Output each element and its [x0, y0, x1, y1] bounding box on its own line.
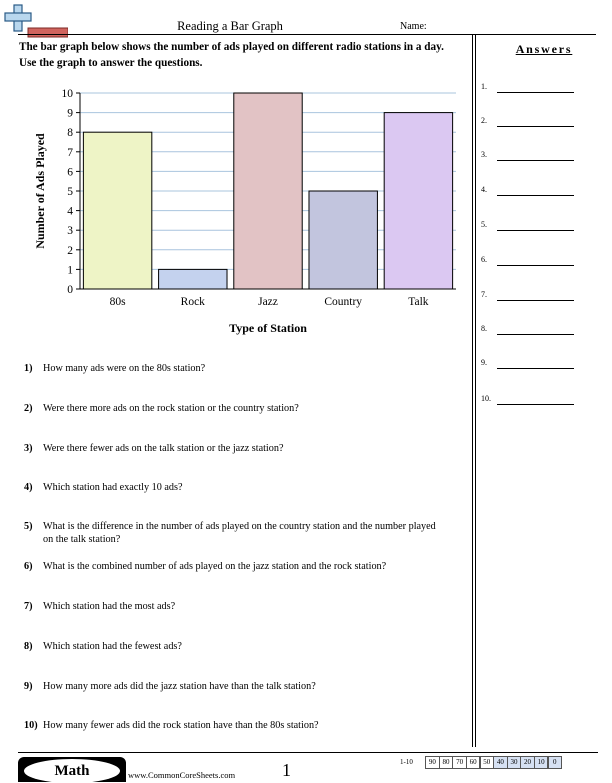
x-tick-label: Talk — [408, 296, 429, 308]
x-tick-label: 80s — [109, 296, 126, 308]
score-cell: 50 — [480, 756, 494, 769]
answer-number: 4. — [481, 185, 487, 194]
score-cell: 60 — [466, 756, 480, 769]
question-text: What is the combined number of ads played on the jazz station and the rock station? — [43, 561, 387, 572]
bar-rock — [159, 269, 227, 289]
x-tick-label: Jazz — [258, 296, 278, 308]
answer-column-divider-inner — [475, 35, 476, 747]
answer-blank[interactable] — [497, 195, 574, 196]
y-tick-label: 3 — [67, 225, 73, 238]
brand-badge — [18, 757, 126, 782]
answer-blank[interactable] — [497, 126, 574, 127]
question-number: 6) — [24, 561, 33, 572]
question-number: 4) — [24, 482, 33, 493]
answer-line[interactable] — [481, 358, 601, 372]
y-tick-label: 5 — [67, 186, 73, 198]
y-tick-label: 6 — [67, 166, 73, 179]
bar-talk — [384, 113, 452, 289]
answer-line[interactable] — [481, 394, 601, 408]
answer-number: 10. — [481, 394, 491, 403]
answer-line[interactable] — [481, 116, 601, 130]
header-rule — [18, 34, 596, 35]
instructions: The bar graph below shows the number of ads played on different radio stations in a day. Use the graph to answer the questions. — [19, 41, 444, 69]
score-cell: 80 — [439, 756, 453, 769]
answer-line[interactable] — [481, 290, 601, 304]
question-text: Which station had the most ads? — [43, 601, 176, 612]
answer-number: 1. — [481, 82, 487, 91]
answer-line[interactable] — [481, 324, 601, 338]
question-number: 5) — [24, 521, 33, 532]
question-number: 8) — [24, 641, 33, 652]
question-text: Which station had exactly 10 ads? — [43, 482, 183, 493]
question-number: 1) — [24, 363, 33, 374]
x-tick-label: Rock — [180, 296, 205, 308]
score-cell: 10 — [534, 756, 548, 769]
score-cell: 30 — [507, 756, 521, 769]
y-tick-label: 2 — [67, 244, 73, 257]
score-cell: 70 — [452, 756, 466, 769]
bar-chart — [18, 82, 468, 344]
y-tick-label: 1 — [67, 264, 73, 277]
website-url: www.CommonCoreSheets.com — [128, 770, 236, 780]
answer-number: 7. — [481, 290, 487, 299]
bar-country — [309, 191, 377, 289]
y-tick-label: 10 — [61, 88, 73, 100]
answer-number: 8. — [481, 324, 487, 333]
y-tick-label: 4 — [67, 205, 73, 218]
answer-number: 9. — [481, 358, 487, 367]
answer-number: 3. — [481, 150, 487, 159]
score-cell: 0 — [548, 756, 562, 769]
x-axis-title: Type of Station — [229, 321, 307, 335]
bar-80s — [83, 132, 151, 289]
score-cell: 20 — [520, 756, 534, 769]
question-number: 7) — [24, 601, 33, 612]
answer-blank[interactable] — [497, 404, 574, 405]
answer-blank[interactable] — [497, 265, 574, 266]
question-number: 10) — [24, 720, 38, 731]
answer-blank[interactable] — [497, 160, 574, 161]
answer-number: 5. — [481, 220, 487, 229]
answer-line[interactable] — [481, 185, 601, 199]
question-number: 2) — [24, 403, 33, 414]
y-tick-label: 8 — [67, 127, 73, 140]
answer-line[interactable] — [481, 150, 601, 164]
question-text: Were there more ads on the rock station or the country station? — [43, 403, 299, 414]
answer-number: 2. — [481, 116, 487, 125]
name-label: Name: — [400, 21, 427, 32]
score-table — [400, 756, 562, 768]
answers-title: Answers — [515, 42, 573, 56]
question-number: 9) — [24, 681, 33, 692]
score-range: 1-10 — [400, 758, 413, 766]
answer-blank[interactable] — [497, 92, 574, 93]
answer-line[interactable] — [481, 220, 601, 234]
y-tick-label: 7 — [67, 146, 73, 159]
question-text: How many ads were on the 80s station? — [43, 363, 206, 374]
page-title: Reading a Bar Graph — [177, 19, 283, 33]
question-number: 3) — [24, 443, 33, 454]
y-tick-label: 0 — [67, 284, 73, 296]
answer-line[interactable] — [481, 255, 601, 269]
answer-blank[interactable] — [497, 334, 574, 335]
score-cell: 90 — [425, 756, 439, 769]
question-text: What is the difference in the number of ads played on the country station and the number played on the talk station? — [43, 521, 436, 545]
footer-rule — [18, 752, 598, 753]
answer-blank[interactable] — [497, 368, 574, 369]
answer-blank[interactable] — [497, 300, 574, 301]
brand-label: Math — [24, 759, 120, 783]
question-text: Which station had the fewest ads? — [43, 641, 182, 652]
score-cell: 40 — [493, 756, 507, 769]
x-tick-label: Country — [324, 296, 363, 308]
bar-jazz — [234, 93, 302, 289]
answer-line[interactable] — [481, 82, 601, 96]
answer-column-divider — [472, 35, 473, 747]
question-text: How many fewer ads did the rock station have than the 80s station? — [43, 720, 319, 731]
question-text: How many more ads did the jazz station have than the talk station? — [43, 681, 316, 692]
question-text: Were there fewer ads on the talk station or the jazz station? — [43, 443, 284, 454]
page-number: 1 — [282, 760, 291, 780]
logo-icon — [4, 4, 68, 38]
answer-number: 6. — [481, 255, 487, 264]
answer-blank[interactable] — [497, 230, 574, 231]
y-tick-label: 9 — [67, 107, 73, 120]
y-axis-title: Number of Ads Played — [33, 133, 47, 249]
